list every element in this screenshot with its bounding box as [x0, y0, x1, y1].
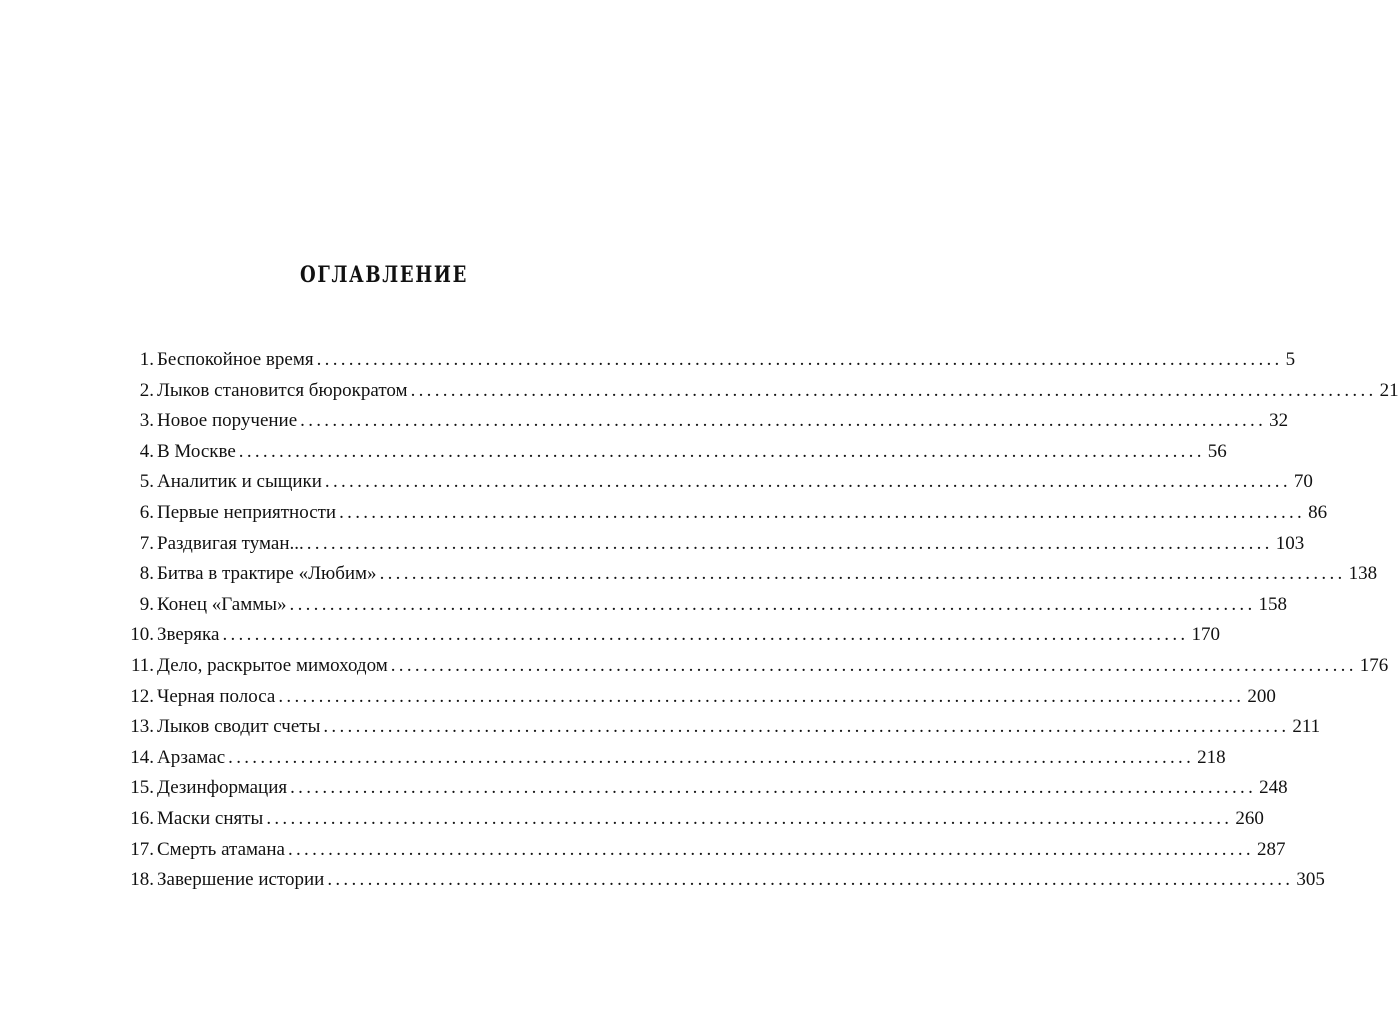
page-number: 138 [1348, 563, 1378, 585]
dot-leader: ........................................................................................................................ [238, 440, 1205, 462]
page-number: 56 [1207, 440, 1227, 462]
page-number: 200 [1247, 685, 1276, 707]
chapter-title: Беспокойное время [157, 349, 314, 370]
chapter-number: 11. [130, 654, 154, 676]
dot-leader: ........................................................................................................................ [327, 869, 1294, 891]
toc-list [118, 345, 1399, 896]
toc-entry [118, 682, 1276, 713]
toc-entry [118, 376, 1399, 407]
toc-entry [118, 620, 1220, 651]
page-number: 170 [1191, 624, 1220, 646]
chapter-title: Раздвигая туман... [157, 532, 304, 554]
dot-leader: ........................................................................................................................ [390, 654, 1357, 676]
dot-leader: ........................................................................................................................ [287, 838, 1254, 860]
page-number: 176 [1359, 654, 1389, 676]
chapter-title: Завершение истории [157, 869, 325, 891]
page-number: 211 [1292, 716, 1321, 738]
dot-leader: ........................................................................................................................ [306, 532, 1273, 554]
dot-leader: ........................................................................................................................ [289, 593, 1256, 615]
dot-leader: ........................................................................................................................ [323, 716, 1290, 738]
chapter-number: 13. [130, 716, 154, 738]
chapter-number: 1. [139, 349, 154, 370]
dot-leader: ........................................................................................................................ [316, 349, 1283, 370]
dot-leader: ........................................................................................................................ [300, 410, 1267, 432]
chapter-title: Маски сняты [157, 807, 264, 829]
chapter-title: Смерть атамана [157, 838, 285, 860]
toc-entry [118, 773, 1288, 804]
page-number: 103 [1275, 532, 1305, 554]
dot-leader: ........................................................................................................................ [339, 501, 1306, 523]
dot-leader: ........................................................................................................................ [222, 624, 1189, 646]
chapter-title: Лыков становится бюрократом [157, 379, 408, 401]
toc-entry [118, 743, 1226, 774]
chapter-number: 5. [139, 471, 154, 493]
page-number: 260 [1235, 807, 1264, 829]
toc-entry [118, 467, 1313, 498]
toc-entry [118, 529, 1305, 560]
chapter-number: 8. [139, 563, 154, 585]
page-number: 5 [1285, 349, 1296, 370]
page-number: 70 [1293, 471, 1313, 493]
dot-leader: ........................................................................................................................ [290, 777, 1257, 799]
chapter-number: 15. [130, 777, 154, 799]
dot-leader: ........................................................................................................................ [324, 471, 1291, 493]
toc-entry [118, 590, 1288, 621]
page-number: 218 [1197, 746, 1226, 768]
chapter-number: 4. [139, 440, 154, 462]
toc-entry [118, 835, 1286, 866]
page-number: 287 [1256, 838, 1286, 860]
toc-entry [118, 345, 1296, 376]
dot-leader: ........................................................................................................................ [379, 563, 1346, 585]
chapter-number: 9. [139, 593, 154, 615]
chapter-title: Конец «Гаммы» [157, 593, 287, 615]
page-number: 305 [1296, 869, 1325, 891]
chapter-title: Битва в трактире «Любим» [157, 563, 377, 585]
chapter-title: Лыков сводит счеты [157, 716, 321, 738]
chapter-number: 7. [139, 532, 154, 554]
chapter-number: 18. [130, 869, 154, 891]
chapter-title: Арзамас [157, 746, 226, 768]
toc-entry [118, 712, 1321, 743]
chapter-number: 2. [139, 379, 154, 401]
chapter-number: 17. [130, 838, 154, 860]
chapter-title: Черная полоса [157, 685, 276, 707]
chapter-number: 12. [130, 685, 154, 707]
toc-heading: ОГЛАВЛЕНИЕ [299, 262, 468, 288]
chapter-title: Новое поручение [157, 410, 298, 432]
toc-entry [118, 865, 1325, 896]
page-number: 32 [1269, 410, 1289, 432]
page-number: 21 [1379, 379, 1399, 401]
page-number: 86 [1308, 501, 1328, 523]
dot-leader: ........................................................................................................................ [228, 746, 1195, 768]
dot-leader: ........................................................................................................................ [278, 685, 1245, 707]
chapter-number: 14. [130, 746, 154, 768]
page-number: 248 [1259, 777, 1288, 799]
toc-entry [118, 406, 1289, 437]
chapter-number: 16. [130, 807, 154, 829]
toc-entry [118, 804, 1264, 835]
toc-entry [118, 437, 1227, 468]
chapter-title: В Москве [157, 440, 236, 462]
chapter-title: Первые неприятности [157, 501, 337, 523]
toc-entry [118, 498, 1328, 529]
toc-entry [118, 651, 1389, 682]
dot-leader: ........................................................................................................................ [266, 807, 1233, 829]
chapter-title: Дело, раскрытое мимоходом [157, 654, 388, 676]
toc-entry [118, 559, 1378, 590]
chapter-title: Зверяка [157, 624, 220, 646]
chapter-number: 10. [130, 624, 154, 646]
chapter-number: 6. [139, 501, 154, 523]
page-number: 158 [1258, 593, 1288, 615]
dot-leader: ........................................................................................................................ [410, 379, 1377, 401]
chapter-title: Аналитик и сыщики [157, 471, 322, 493]
chapter-title: Дезинформация [157, 777, 288, 799]
chapter-number: 3. [139, 410, 154, 432]
